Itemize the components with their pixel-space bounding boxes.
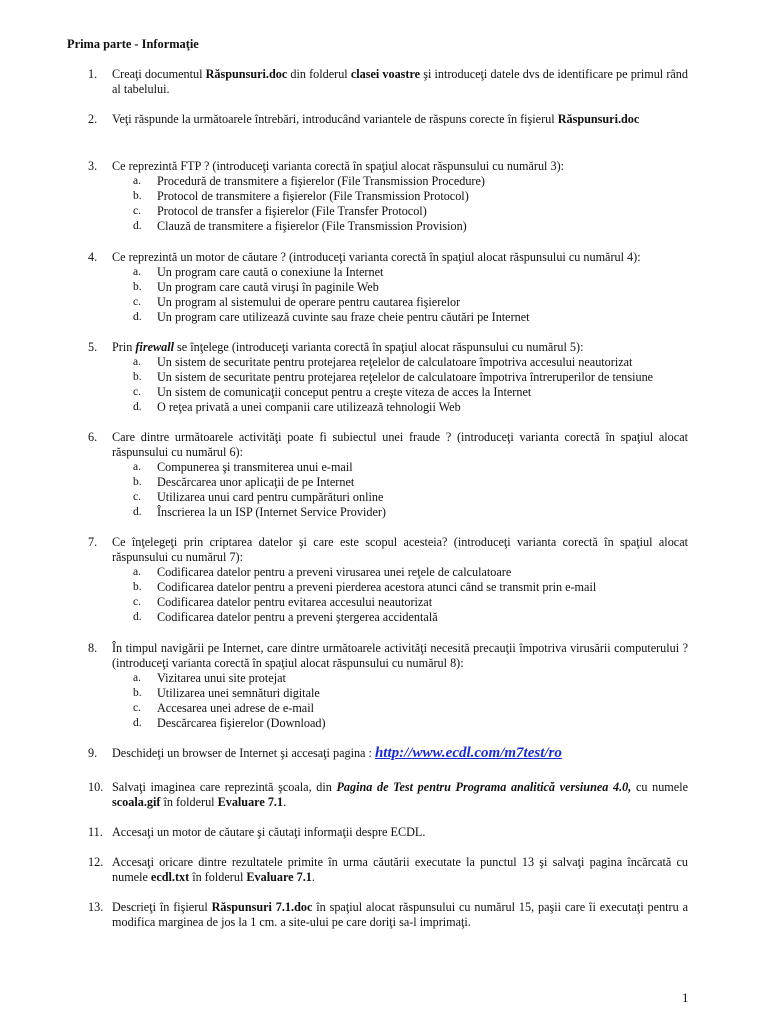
answer-option: a. Procedură de transmitere a fişierelor (File Transmission Procedure) xyxy=(133,174,485,188)
answer-option: a. Un program care caută o conexiune la Internet xyxy=(133,265,384,279)
answer-option: c. Un sistem de comunicaţii conceput pentru a creşte viteza de acces la Internet xyxy=(133,385,532,399)
question-text: Accesaţi oricare dintre rezultatele primite în urma căutării executate la punctul 13 şi salvaţi pagina încărcată cu numele ecdl.txt în folderul Evaluare 7.1. xyxy=(112,855,688,884)
section-title: Prima parte - Informaţie xyxy=(67,37,199,51)
answer-options xyxy=(133,355,688,415)
answer-option: d. Un program care utilizează cuvinte sau fraze cheie pentru căutări pe Internet xyxy=(133,310,530,324)
question-8 xyxy=(88,641,688,731)
question-12 xyxy=(88,855,688,885)
answer-option: d. O reţea privată a unei companii care utilizează tehnologii Web xyxy=(133,400,461,414)
question-text: Accesaţi un motor de căutare şi căutaţi informaţii despre ECDL. xyxy=(112,825,426,839)
answer-option: a. Codificarea datelor pentru a preveni virusarea unei reţele de calculatoare xyxy=(133,565,512,579)
question-text: Creaţi documentul Răspunsuri.doc din folderul clasei voastre şi introduceţi datele dvs de identificare pe primul rând al tabelului. xyxy=(112,67,688,96)
question-11 xyxy=(88,825,688,840)
answer-options xyxy=(133,174,688,234)
answer-option: c. Protocol de transfer a fişierelor (File Transfer Protocol) xyxy=(133,204,427,218)
question-text: Ce reprezintă FTP ? (introduceţi varianta corectă în spaţiul alocat răspunsului cu numărul 3): xyxy=(112,159,565,173)
question-number: 3. xyxy=(88,159,98,173)
question-number: 2. xyxy=(88,112,98,126)
answer-option: b. Protocol de transmitere a fişierelor (File Transmission Protocol) xyxy=(133,189,469,203)
question-text: În timpul navigării pe Internet, care dintre următoarele activităţi necesită precauţii împotriva virusării computerului ? (introduceţi varianta corectă în spaţiul alocat răspunsului cu numărul 8): xyxy=(112,641,688,670)
question-number: 5. xyxy=(88,340,98,354)
answer-option: b. Codificarea datelor pentru a preveni pierderea acestora atunci când se transmit prin e-mail xyxy=(133,580,597,594)
question-number: 13. xyxy=(88,900,104,914)
answer-option: d. Clauză de transmitere a fişierelor (File Transmission Provision) xyxy=(133,219,467,233)
question-number: 10. xyxy=(88,780,104,794)
question-6 xyxy=(88,430,688,520)
answer-option: c. Accesarea unei adrese de e-mail xyxy=(133,701,314,715)
question-text: Salvaţi imaginea care reprezintă şcoala, din Pagina de Test pentru Programa analitică versiunea 4.0, cu numele scoala.gif în folderul Evaluare 7.1. xyxy=(112,780,688,809)
question-text: Prin firewall se înţelege (introduceţi varianta corectă în spaţiul alocat răspunsului cu numărul 5): xyxy=(112,340,584,354)
answer-option: d. Descărcarea fişierelor (Download) xyxy=(133,716,326,730)
question-13 xyxy=(88,900,688,930)
question-number: 4. xyxy=(88,250,98,264)
answer-options xyxy=(133,565,688,625)
question-text: Ce reprezintă un motor de căutare ? (introduceţi varianta corectă în spaţiul alocat răspunsului cu numărul 4): xyxy=(112,250,641,264)
answer-option: d. Înscrierea la un ISP (Internet Service Provider) xyxy=(133,505,386,519)
question-text: Descrieţi în fişierul Răspunsuri 7.1.doc în spaţiul alocat răspunsului cu numărul 15, paşii care îi executaţi pentru a modifica marginea de jos la 1 cm. a site-ului pe care doriţi sa-l imprimaţi. xyxy=(112,900,688,929)
answer-option: a. Vizitarea unui site protejat xyxy=(133,671,286,685)
answer-options xyxy=(133,265,688,325)
answer-options xyxy=(133,671,688,731)
answer-option: d. Codificarea datelor pentru a preveni ştergerea accidentală xyxy=(133,610,438,624)
question-number: 8. xyxy=(88,641,98,655)
question-1 xyxy=(88,67,688,97)
answer-option: c. Un program al sistemului de operare pentru cautarea fişierelor xyxy=(133,295,461,309)
question-text: Veţi răspunde la următoarele întrebări, introducând variantele de răspuns corecte în fişierul Răspunsuri.doc xyxy=(112,112,640,126)
question-number: 11. xyxy=(88,825,103,839)
answer-option: b. Utilizarea unei semnături digitale xyxy=(133,686,320,700)
question-number: 12. xyxy=(88,855,104,869)
question-5 xyxy=(88,340,688,415)
page-number: 1 xyxy=(682,990,689,1005)
question-4 xyxy=(88,250,688,325)
question-10 xyxy=(88,780,688,810)
answer-option: c. Utilizarea unui card pentru cumpărături online xyxy=(133,490,384,504)
question-2 xyxy=(88,112,688,127)
question-text: Care dintre următoarele activităţi poate fi subiectul unei fraude ? (introduceţi varianta corectă în spaţiul alocat răspunsului cu numărul 6): xyxy=(112,430,688,459)
question-number: 7. xyxy=(88,535,98,549)
answer-option: b. Un sistem de securitate pentru protejarea reţelelor de calculatoare împotriva întreruperilor de tensiune xyxy=(133,370,654,384)
answer-option: b. Descărcarea unor aplicaţii de pe Internet xyxy=(133,475,355,489)
question-3 xyxy=(88,159,688,234)
question-text: Deschideţi un browser de Internet şi accesaţi pagina : http://www.ecdl.com/m7test/ro xyxy=(112,745,562,761)
question-number: 6. xyxy=(88,430,98,444)
answer-option: c. Codificarea datelor pentru evitarea accesului neautorizat xyxy=(133,595,433,609)
question-number: 9. xyxy=(88,746,98,760)
ecdl-test-link[interactable]: http://www.ecdl.com/m7test/ro xyxy=(374,745,562,761)
question-9 xyxy=(88,746,688,761)
question-text: Ce înţelegeţi prin criptarea datelor şi care este scopul acesteia? (introduceţi varianta corectă în spaţiul alocat răspunsului cu numărul 7): xyxy=(112,535,688,564)
answer-options xyxy=(133,460,688,520)
answer-option: b. Un program care caută viruşi în paginile Web xyxy=(133,280,379,294)
question-number: 1. xyxy=(88,67,98,81)
question-7 xyxy=(88,535,688,625)
answer-option: a. Un sistem de securitate pentru protejarea reţelelor de calculatoare împotriva accesului neautorizat xyxy=(133,355,633,369)
answer-option: a. Compunerea şi transmiterea unui e-mail xyxy=(133,460,353,474)
